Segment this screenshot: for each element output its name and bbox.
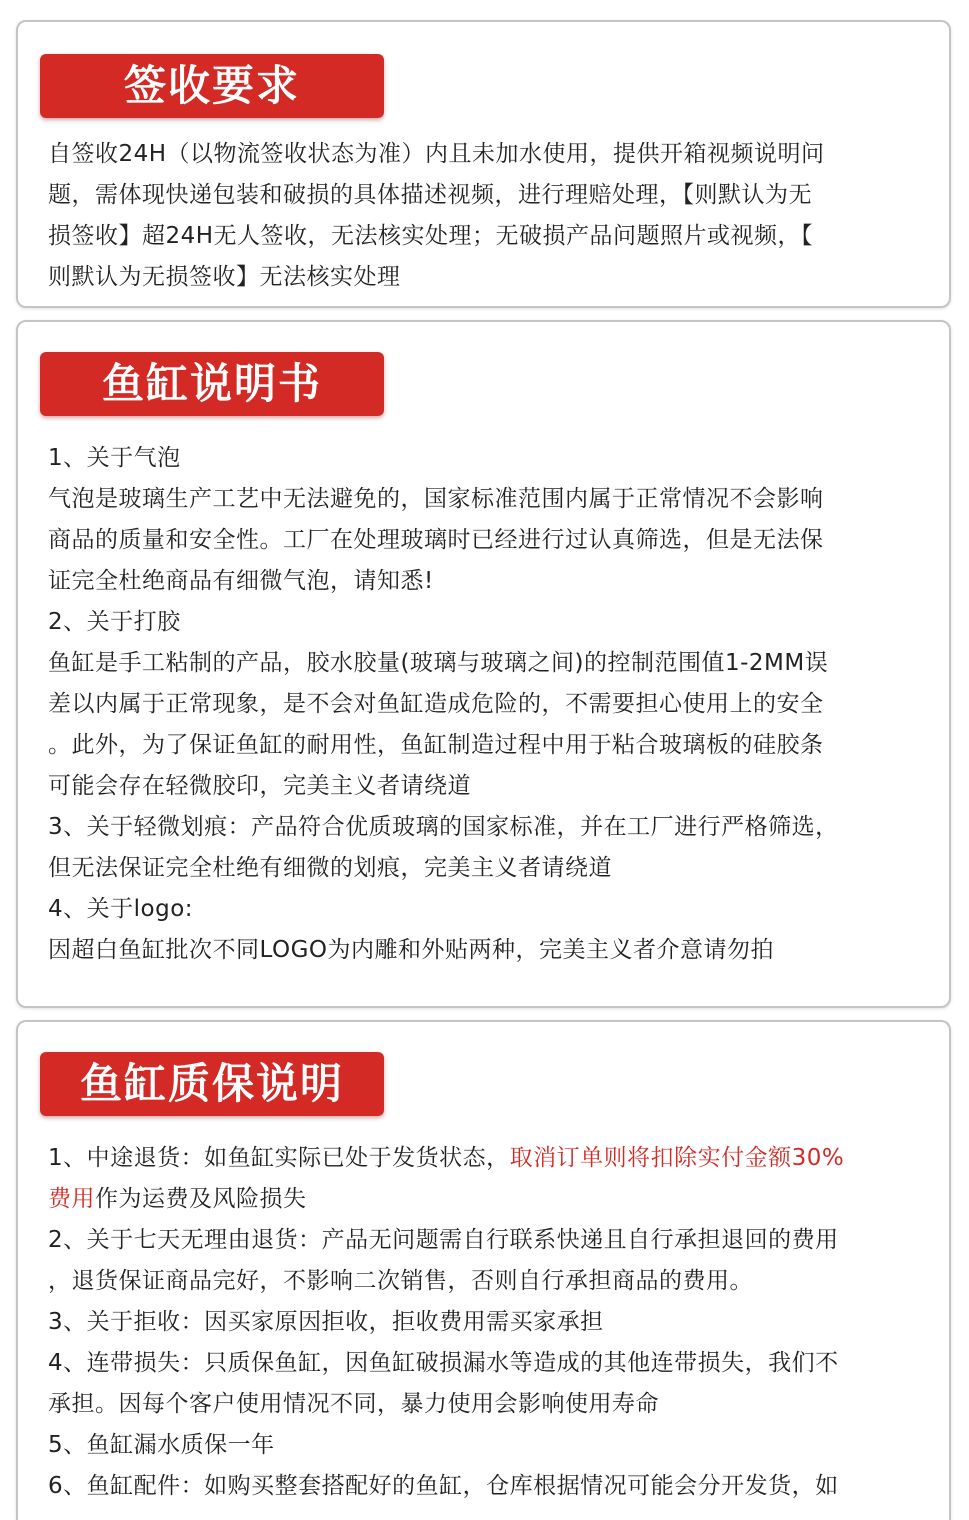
sign-requirements-text bbox=[48, 134, 928, 298]
section-title-tank-warranty: 鱼缸质保说明 bbox=[40, 1052, 384, 1116]
text-line: 损签收】超24H无人签收，无法核实处理；无破损产品问题照片或视频，【 bbox=[48, 223, 814, 249]
text-line: 商品的质量和安全性。工厂在处理玻璃时已经进行过认真筛选，但是无法保 bbox=[48, 527, 824, 553]
text-segment: 1、中途退货：如鱼缸实际已处于发货状态， bbox=[48, 1145, 510, 1171]
text-line: 因超白鱼缸批次不同LOGO为内雕和外贴两种，完美主义者介意请勿拍 bbox=[48, 937, 775, 963]
warranty-item-seven-day-return: 2、关于七天无理由退货：产品无问题需自行联系快递且自行承担退回的费用 bbox=[48, 1227, 839, 1253]
tank-manual-card bbox=[16, 320, 951, 1008]
warranty-item-leak-warranty: 5、鱼缸漏水质保一年 bbox=[48, 1432, 275, 1458]
tank-manual-text bbox=[48, 438, 928, 971]
text-line: 证完全杜绝商品有细微气泡，请知悉! bbox=[48, 568, 434, 594]
highlight-text: 费用 bbox=[48, 1186, 95, 1212]
text-line: ，退货保证商品完好，不影响二次销售，否则自行承担商品的费用。 bbox=[48, 1268, 753, 1294]
text-line bbox=[48, 1179, 928, 1220]
text-line: 鱼缸是手工粘制的产品，胶水胶量(玻璃与玻璃之间)的控制范围值1-2MM误 bbox=[48, 650, 829, 676]
tank-warranty-text bbox=[48, 1138, 928, 1507]
text-line: 自签收24H（以物流签收状态为准）内且未加水使用，提供开箱视频说明问 bbox=[48, 141, 825, 167]
item-heading-bubbles: 1、关于气泡 bbox=[48, 445, 181, 471]
warranty-item-consequential-loss: 4、连带损失：只质保鱼缸，因鱼缸破损漏水等造成的其他连带损失，我们不 bbox=[48, 1350, 839, 1376]
text-line: 但无法保证完全杜绝有细微的划痕，完美主义者请绕道 bbox=[48, 855, 612, 881]
tank-warranty-card bbox=[16, 1020, 951, 1520]
text-line: 则默认为无损签收】无法核实处理 bbox=[48, 264, 401, 290]
section-title-sign-requirements: 签收要求 bbox=[40, 54, 384, 118]
sign-requirements-card bbox=[16, 20, 951, 308]
text-line: 差以内属于正常现象，是不会对鱼缸造成危险的，不需要担心使用上的安全 bbox=[48, 691, 824, 717]
section-title-tank-manual: 鱼缸说明书 bbox=[40, 352, 384, 416]
text-line: 气泡是玻璃生产工艺中无法避免的，国家标准范围内属于正常情况不会影响 bbox=[48, 486, 824, 512]
text-line: 可能会存在轻微胶印，完美主义者请绕道 bbox=[48, 773, 471, 799]
text-line: 。此外，为了保证鱼缸的耐用性，鱼缸制造过程中用于粘合玻璃板的硅胶条 bbox=[48, 732, 824, 758]
item-heading-scratches: 3、关于轻微划痕：产品符合优质玻璃的国家标准，并在工厂进行严格筛选， bbox=[48, 814, 839, 840]
item-heading-logo: 4、关于logo: bbox=[48, 896, 194, 922]
warranty-item-accessories: 6、鱼缸配件：如购买整套搭配好的鱼缸，仓库根据情况可能会分开发货，如 bbox=[48, 1473, 839, 1499]
text-line: 题，需体现快递包装和破损的具体描述视频，进行理赔处理，【则默认为无 bbox=[48, 182, 812, 208]
text-segment: 作为运费及风险损失 bbox=[95, 1186, 307, 1212]
text-line: 承担。因每个客户使用情况不同，暴力使用会影响使用寿命 bbox=[48, 1391, 659, 1417]
item-heading-glue: 2、关于打胶 bbox=[48, 609, 181, 635]
warranty-item-return-in-transit bbox=[48, 1138, 928, 1179]
warranty-item-refusal: 3、关于拒收：因买家原因拒收，拒收费用需买家承担 bbox=[48, 1309, 604, 1335]
highlight-text: 取消订单则将扣除实付金额30% bbox=[509, 1145, 845, 1171]
